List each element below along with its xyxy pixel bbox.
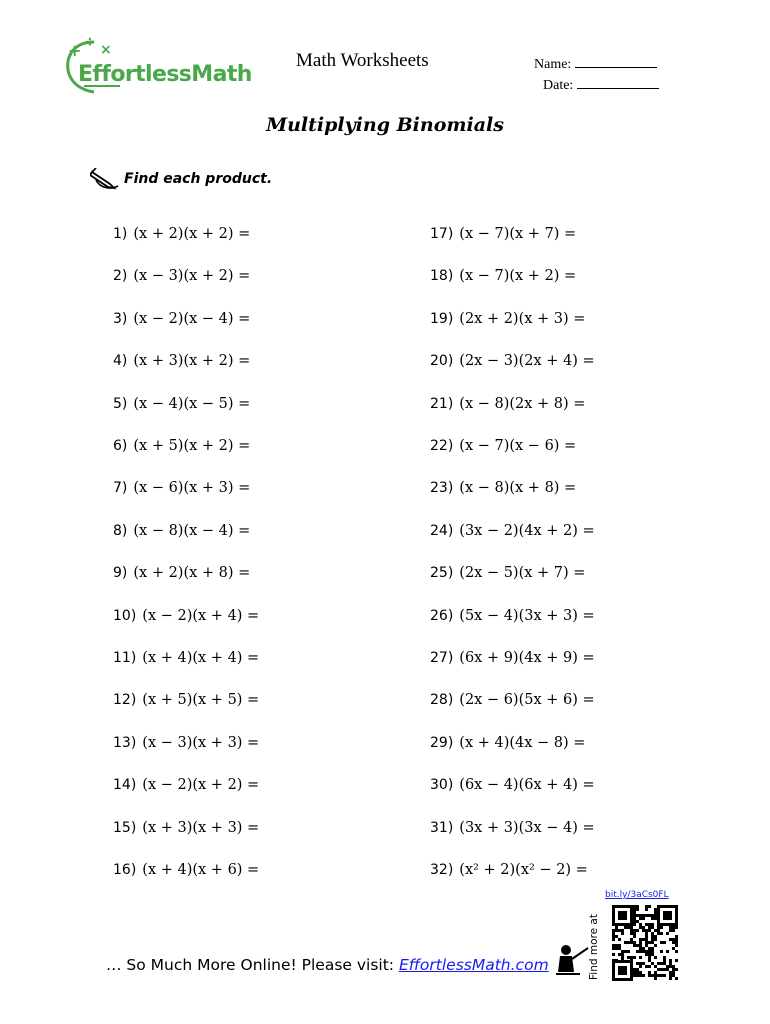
problem-expression: (x + 4)(4x − 8) = bbox=[459, 734, 586, 751]
name-blank bbox=[575, 55, 657, 68]
problem-number: 16) bbox=[113, 862, 137, 878]
problem-expression: (x − 8)(2x + 8) = bbox=[459, 395, 586, 412]
problem-expression: (x + 3)(x + 2) = bbox=[133, 353, 251, 370]
problem-item bbox=[430, 396, 585, 412]
problem-number: 22) bbox=[430, 438, 454, 454]
problem-item bbox=[113, 353, 250, 369]
problem-number: 31) bbox=[430, 819, 454, 836]
problem-expression: (6x + 9)(4x + 9) = bbox=[459, 650, 595, 666]
short-link[interactable]: bit.ly/3aCs0FL bbox=[605, 890, 669, 900]
problem-number: 18) bbox=[430, 268, 454, 285]
problem-item bbox=[113, 311, 250, 327]
problem-expression: (x − 7)(x + 2) = bbox=[459, 268, 577, 285]
problem-expression: (2x − 5)(x + 7) = bbox=[459, 565, 586, 582]
problem-item bbox=[430, 735, 585, 751]
problem-number: 15) bbox=[113, 819, 137, 836]
problem-expression: (2x − 3)(2x + 4) = bbox=[459, 353, 595, 370]
problem-expression: (x − 2)(x + 4) = bbox=[142, 607, 260, 624]
problem-item bbox=[113, 608, 259, 624]
problem-item bbox=[113, 523, 250, 539]
qr-code-icon[interactable] bbox=[612, 905, 678, 981]
date-field bbox=[543, 76, 659, 94]
problem-item bbox=[113, 650, 259, 666]
problem-item bbox=[430, 480, 576, 496]
problem-item bbox=[430, 523, 595, 539]
problem-number: 24) bbox=[430, 522, 454, 539]
problem-number: 26) bbox=[430, 607, 454, 624]
problem-expression: (x − 4)(x − 5) = bbox=[133, 395, 251, 412]
problem-number: 1) bbox=[113, 226, 128, 242]
problem-number: 3) bbox=[113, 310, 128, 327]
footer-link[interactable]: EffortlessMath.com bbox=[398, 956, 549, 974]
find-more-label: Find more at bbox=[588, 914, 600, 980]
problem-item bbox=[430, 820, 595, 836]
date-blank bbox=[577, 76, 659, 89]
problem-item bbox=[113, 692, 259, 708]
problem-number: 27) bbox=[430, 650, 454, 666]
problem-number: 13) bbox=[113, 734, 137, 751]
logo-text: EffortlessMath bbox=[78, 62, 252, 87]
problem-number: 8) bbox=[113, 522, 128, 539]
instruction-text: Find each product. bbox=[124, 171, 273, 187]
problem-number: 6) bbox=[113, 438, 128, 454]
problem-item bbox=[113, 438, 250, 454]
problem-expression: (x + 2)(x + 2) = bbox=[133, 226, 251, 242]
problem-expression: (6x − 4)(6x + 4) = bbox=[459, 777, 595, 794]
problem-number: 28) bbox=[430, 692, 454, 709]
problem-expression: (x − 7)(x + 7) = bbox=[459, 226, 577, 242]
problem-item bbox=[430, 565, 585, 581]
problem-expression: (5x − 4)(3x + 3) = bbox=[459, 607, 595, 624]
problem-expression: (x − 8)(x + 8) = bbox=[459, 480, 577, 497]
problem-item bbox=[430, 353, 595, 369]
problem-number: 11) bbox=[113, 650, 137, 666]
problem-expression: (x − 2)(x + 2) = bbox=[142, 777, 260, 794]
problem-number: 20) bbox=[430, 353, 454, 370]
problem-number: 12) bbox=[113, 692, 137, 709]
problem-item bbox=[430, 268, 576, 284]
problem-expression: (3x + 3)(3x − 4) = bbox=[459, 819, 595, 836]
problem-number: 32) bbox=[430, 862, 454, 878]
problem-item bbox=[430, 777, 595, 793]
header-title: Math Worksheets bbox=[296, 50, 429, 71]
problem-item bbox=[113, 480, 250, 496]
problem-item bbox=[113, 396, 250, 412]
pencil-icon bbox=[90, 168, 120, 190]
problem-number: 29) bbox=[430, 734, 454, 751]
problem-number: 5) bbox=[113, 395, 128, 412]
problem-expression: (2x − 6)(5x + 6) = bbox=[459, 692, 595, 709]
problem-expression: (x + 5)(x + 2) = bbox=[133, 438, 251, 454]
problem-number: 23) bbox=[430, 480, 454, 497]
problem-item bbox=[430, 608, 595, 624]
problem-number: 30) bbox=[430, 777, 454, 794]
problem-item bbox=[430, 226, 576, 242]
problem-expression: (3x − 2)(4x + 2) = bbox=[459, 522, 595, 539]
problem-item bbox=[113, 226, 250, 242]
math-symbols-icon bbox=[62, 32, 124, 62]
problem-number: 4) bbox=[113, 353, 128, 370]
problem-expression: (x − 2)(x − 4) = bbox=[133, 310, 251, 327]
problem-item bbox=[113, 777, 259, 793]
problem-expression: (2x + 2)(x + 3) = bbox=[459, 310, 586, 327]
problem-item bbox=[430, 862, 588, 878]
problem-item bbox=[430, 438, 576, 454]
footer-text: … So Much More Online! Please visit: bbox=[106, 956, 399, 974]
problem-item bbox=[430, 692, 595, 708]
problem-number: 21) bbox=[430, 395, 454, 412]
name-field bbox=[534, 55, 657, 73]
problem-expression: (x + 3)(x + 3) = bbox=[142, 819, 260, 836]
problem-number: 2) bbox=[113, 268, 128, 285]
problem-item bbox=[113, 735, 259, 751]
problem-item bbox=[113, 268, 250, 284]
instruction bbox=[90, 168, 272, 190]
problem-number: 19) bbox=[430, 310, 454, 327]
logo bbox=[62, 32, 252, 94]
problem-item bbox=[113, 565, 250, 581]
problem-item bbox=[113, 820, 259, 836]
problem-number: 10) bbox=[113, 607, 137, 624]
problem-item bbox=[113, 862, 259, 878]
name-label: Name: bbox=[534, 57, 572, 72]
problem-expression: (x − 8)(x − 4) = bbox=[133, 522, 251, 539]
problem-expression: (x + 4)(x + 4) = bbox=[142, 650, 260, 666]
problem-expression: (x + 4)(x + 6) = bbox=[142, 862, 260, 878]
problem-expression: (x + 2)(x + 8) = bbox=[133, 565, 251, 582]
page-title: Multiplying Binomials bbox=[266, 114, 504, 136]
problem-item bbox=[430, 650, 595, 666]
problem-number: 25) bbox=[430, 565, 454, 582]
problem-number: 7) bbox=[113, 480, 128, 497]
problem-number: 17) bbox=[430, 226, 454, 242]
date-label: Date: bbox=[543, 78, 574, 93]
problem-number: 14) bbox=[113, 777, 137, 794]
svg-text:+: + bbox=[68, 41, 82, 60]
svg-text:×: × bbox=[100, 42, 112, 58]
problem-expression: (x − 6)(x + 3) = bbox=[133, 480, 251, 497]
problem-expression: (x − 7)(x − 6) = bbox=[459, 438, 577, 454]
problem-expression: (x + 5)(x + 5) = bbox=[142, 692, 260, 709]
problem-expression: (x − 3)(x + 2) = bbox=[133, 268, 251, 285]
footer bbox=[106, 956, 549, 974]
problem-item bbox=[430, 311, 585, 327]
problem-number: 9) bbox=[113, 565, 128, 582]
problem-expression: (x² + 2)(x² − 2) = bbox=[459, 862, 588, 878]
teacher-icon bbox=[554, 942, 594, 978]
svg-text:÷: ÷ bbox=[84, 34, 96, 50]
problem-expression: (x − 3)(x + 3) = bbox=[142, 734, 260, 751]
